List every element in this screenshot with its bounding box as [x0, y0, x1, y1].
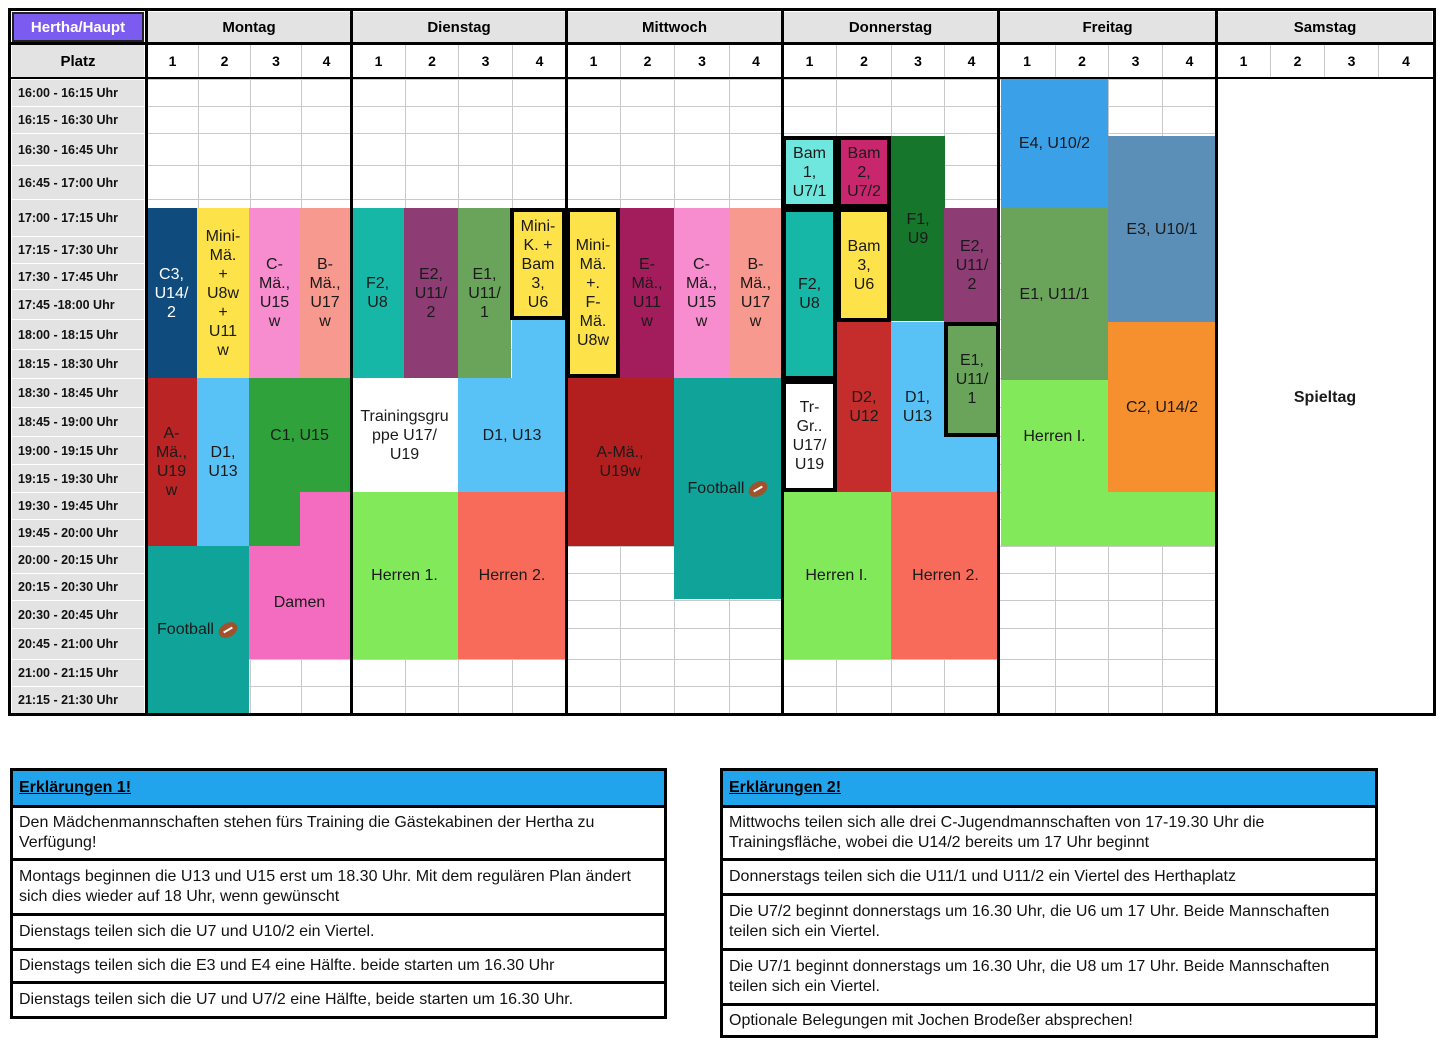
- day-header: Montag: [148, 12, 350, 42]
- booking-label: E1, U11/ 1: [468, 265, 501, 321]
- booking-block[interactable]: [458, 208, 511, 378]
- booking-label: D1, U13: [208, 444, 238, 480]
- explanation-1-item: Den Mädchenmannschaften stehen fürs Training die Gästekabinen der Hertha zu Verfügung!: [13, 808, 664, 858]
- platz-number: 2: [1056, 45, 1108, 77]
- booking-block[interactable]: [351, 208, 404, 378]
- platz-separator: [8, 77, 1436, 79]
- frame-bottom: [8, 713, 1436, 716]
- booking-label: Damen: [273, 594, 326, 611]
- time-slot-label: 19:00 - 19:15 Uhr: [12, 437, 144, 464]
- platz-number: 2: [1271, 45, 1324, 77]
- time-slot-label: 17:15 - 17:30 Uhr: [12, 237, 144, 263]
- platz-number: 3: [1325, 45, 1378, 77]
- booking-block[interactable]: [674, 208, 729, 378]
- platz-number: 4: [1163, 45, 1216, 77]
- booking-block[interactable]: [620, 208, 674, 378]
- platz-label: Platz: [12, 45, 144, 77]
- day-separator: [350, 8, 353, 716]
- booking-label: F1, U9: [906, 210, 930, 247]
- booking-label: Herren 2.: [912, 567, 979, 584]
- platz-number: 1: [147, 45, 198, 77]
- explanation-2-item: Die U7/2 beginnt donnerstags um 16.30 Uhr, die U6 um 17 Uhr. Beide Mannschaften teilen sich ein Viertel.: [723, 896, 1375, 948]
- booking-label: E4, U10/2: [1018, 135, 1091, 152]
- time-slot-label: 21:00 - 21:15 Uhr: [12, 660, 144, 686]
- explanation-2-item: Optionale Belegungen mit Jochen Brodeßer absprechen!: [723, 1006, 1375, 1035]
- booking-label: C2, U14/2: [1125, 398, 1199, 416]
- time-slot-label: 16:00 - 16:15 Uhr: [12, 80, 144, 106]
- booking-block[interactable]: [300, 492, 350, 546]
- time-slot-label: 20:00 - 20:15 Uhr: [12, 547, 144, 573]
- booking-block[interactable]: [944, 322, 1000, 437]
- day-header: Donnerstag: [784, 12, 997, 42]
- day-separator: [781, 8, 784, 716]
- explanation-1-item: Dienstags teilen sich die U7 und U7/2 eine Hälfte, beide starten um 16.30 Uhr.: [13, 984, 664, 1016]
- booking-label: Mini- K. + Bam 3, U6: [520, 217, 556, 311]
- time-slot-label: 16:30 - 16:45 Uhr: [12, 134, 144, 165]
- time-slot-label: 18:15 - 18:30 Uhr: [12, 350, 144, 378]
- day-separator: [145, 8, 148, 716]
- booking-label: B- Mä., U17 w: [309, 256, 341, 330]
- explanation-1-item: Dienstags teilen sich die U7 und U10/2 ein Viertel.: [13, 916, 664, 948]
- booking-block[interactable]: [197, 378, 249, 546]
- booking-label: E1, U11/ 1: [955, 352, 989, 407]
- football-icon: [746, 477, 770, 499]
- booking-block[interactable]: [566, 208, 620, 378]
- booking-label: E3, U10/1: [1126, 220, 1198, 238]
- football-icon: [216, 618, 240, 640]
- booking-block[interactable]: [944, 208, 1000, 322]
- booking-label: D2, U12: [849, 389, 879, 425]
- platz-number: 4: [730, 45, 782, 77]
- time-slot-label: 20:45 - 21:00 Uhr: [12, 629, 144, 659]
- booking-label: C- Mä., U15 w: [258, 256, 291, 330]
- booking-block[interactable]: [249, 208, 300, 378]
- time-slot-label: 17:00 - 17:15 Uhr: [12, 200, 144, 236]
- booking-label: D1, U13: [902, 389, 933, 425]
- booking-block[interactable]: [837, 136, 891, 208]
- booking-label: Mini- Mä. + U8w + U11 w: [205, 227, 241, 359]
- booking-label: Herren I.: [1023, 427, 1086, 445]
- platz-number: 3: [251, 45, 301, 77]
- booking-label: Herren 2.: [478, 567, 546, 584]
- booking-block[interactable]: [782, 492, 891, 659]
- booking-block[interactable]: [1001, 208, 1108, 380]
- booking-block[interactable]: [891, 136, 945, 321]
- booking-label: Trainingsgru ppe U17/ U19: [360, 407, 449, 463]
- platz-number: 3: [675, 45, 729, 77]
- booking-block[interactable]: [351, 378, 458, 492]
- booking-block[interactable]: [404, 208, 458, 378]
- booking-block[interactable]: [944, 437, 1000, 492]
- booking-label: E2, U11/ 2: [955, 237, 989, 293]
- booking-block[interactable]: [566, 378, 674, 546]
- frame-right: [1433, 8, 1436, 716]
- time-slot-label: 21:15 - 21:30 Uhr: [12, 687, 144, 713]
- booking-block[interactable]: [351, 492, 458, 659]
- platz-number: 4: [945, 45, 998, 77]
- booking-label: B- Mä., U17 w: [739, 256, 772, 330]
- explanation-1-item: Montags beginnen die U13 und U15 erst um 18.30 Uhr. Mit dem regulären Plan ändert sich dies wieder auf 18 Uhr, wenn gewünscht: [13, 861, 664, 913]
- day-separator: [997, 8, 1000, 716]
- platz-number: 2: [199, 45, 250, 77]
- booking-label: Bam 2, U7/2: [847, 144, 881, 200]
- booking-label: E- Mä., U11 w: [631, 256, 663, 330]
- time-slot-label: 19:30 - 19:45 Uhr: [12, 493, 144, 519]
- time-slot-label: 17:45 -18:00 Uhr: [12, 290, 144, 319]
- booking-block[interactable]: [249, 378, 350, 492]
- time-slot-label: 17:30 - 17:45 Uhr: [12, 264, 144, 289]
- booking-label: E1, U11/1: [1019, 285, 1090, 303]
- explanations-1-panel: [10, 768, 667, 1019]
- booking-block[interactable]: [197, 208, 249, 378]
- booking-block[interactable]: [782, 136, 837, 208]
- booking-label: Herren 1.: [371, 567, 438, 584]
- booking-block[interactable]: [1108, 322, 1216, 492]
- booking-label: C1, U15: [270, 426, 329, 444]
- booking-label: Football: [687, 480, 745, 497]
- explanations-2-panel: [720, 768, 1378, 1038]
- booking-label: C- Mä., U15 w: [685, 256, 718, 330]
- explanation-2-item: Die U7/1 beginnt donnerstags um 16.30 Uhr, die U8 um 17 Uhr. Beide Mannschaften teilen sich ein Viertel.: [723, 951, 1375, 1003]
- booking-label: Herren I.: [805, 567, 868, 584]
- booking-label: Bam 3, U6: [847, 237, 881, 293]
- corner-label: Hertha/Haupt: [12, 12, 144, 42]
- booking-label: F2, U8: [797, 276, 822, 312]
- frame-top: [8, 8, 1436, 11]
- time-slot-label: 16:15 - 16:30 Uhr: [12, 107, 144, 133]
- booking-label: C3, U14/ 2: [154, 265, 189, 321]
- booking-block[interactable]: [510, 208, 566, 320]
- booking-block[interactable]: [146, 378, 197, 546]
- booking-label: A- Mä., U19 w: [155, 425, 188, 499]
- time-slot-label: 20:30 - 20:45 Uhr: [12, 601, 144, 628]
- day-separator: [1215, 8, 1218, 716]
- booking-block[interactable]: [249, 492, 300, 546]
- booking-label: D1, U13: [482, 426, 542, 444]
- platz-number: 1: [1217, 45, 1270, 77]
- day-header: Mittwoch: [568, 12, 781, 42]
- day-separator: [565, 8, 568, 716]
- time-slot-label: 18:00 - 18:15 Uhr: [12, 320, 144, 349]
- time-slot-label: 18:30 - 18:45 Uhr: [12, 379, 144, 407]
- booking-block[interactable]: [782, 208, 837, 380]
- platz-number: 3: [459, 45, 512, 77]
- booking-block[interactable]: [146, 208, 197, 378]
- platz-number: 3: [892, 45, 944, 77]
- platz-number: 2: [406, 45, 458, 77]
- time-slot-label: 18:45 - 19:00 Uhr: [12, 408, 144, 436]
- booking-label: Bam 1, U7/1: [792, 144, 827, 200]
- booking-block[interactable]: [729, 208, 782, 378]
- booking-block[interactable]: [512, 320, 566, 378]
- booking-block[interactable]: [1001, 79, 1108, 208]
- booking-block[interactable]: [782, 380, 837, 492]
- spieltag-label: Spieltag: [1217, 79, 1433, 715]
- booking-block[interactable]: [837, 322, 891, 492]
- time-slot-label: 19:15 - 19:30 Uhr: [12, 465, 144, 492]
- booking-label: Football: [157, 621, 214, 638]
- booking-block[interactable]: [891, 322, 944, 492]
- platz-number: 3: [1109, 45, 1162, 77]
- platz-number: 4: [1379, 45, 1433, 77]
- booking-block[interactable]: [837, 208, 891, 322]
- booking-block[interactable]: [1108, 136, 1216, 322]
- booking-block[interactable]: [249, 546, 350, 659]
- day-header: Dienstag: [353, 12, 565, 42]
- header-separator: [8, 42, 1436, 45]
- booking-block[interactable]: [458, 378, 566, 492]
- platz-number: 1: [999, 45, 1055, 77]
- time-slot-label: 19:45 - 20:00 Uhr: [12, 520, 144, 546]
- booking-label: E2, U11/ 2: [414, 265, 448, 321]
- day-header: Samstag: [1218, 12, 1432, 42]
- time-slot-label: 16:45 - 17:00 Uhr: [12, 166, 144, 199]
- booking-block[interactable]: [674, 378, 782, 599]
- booking-label: F2, U8: [365, 275, 390, 311]
- booking-block[interactable]: [300, 208, 350, 378]
- platz-number: 1: [352, 45, 405, 77]
- time-slot-label: 20:15 - 20:30 Uhr: [12, 574, 144, 600]
- booking-block[interactable]: [1001, 492, 1216, 546]
- explanation-1-item: Dienstags teilen sich die E3 und E4 eine Hälfte. beide starten um 16.30 Uhr: [13, 951, 664, 981]
- explanation-2-item: Mittwochs teilen sich alle drei C-Jugendmannschaften von 17-19.30 Uhr die Trainingsfläche, wobei die U14/2 bereits um 17 Uhr beginnt: [723, 808, 1375, 858]
- booking-label: Tr- Gr.. U17/ U19: [792, 399, 827, 473]
- booking-block[interactable]: [458, 492, 566, 659]
- platz-number: 2: [837, 45, 891, 77]
- explanation-2-item: Donnerstags teilen sich die U11/1 und U11/2 ein Viertel des Herthaplatz: [723, 861, 1375, 893]
- booking-block[interactable]: [891, 492, 1000, 659]
- booking-label: Mini- Mä. +. F- Mä. U8w: [575, 237, 611, 349]
- explanations-2-title: Erklärungen 2!: [723, 771, 1375, 805]
- booking-block[interactable]: [1001, 380, 1108, 492]
- day-header: Freitag: [1000, 12, 1215, 42]
- platz-number: 4: [513, 45, 566, 77]
- explanations-1-title: Erklärungen 1!: [13, 771, 664, 805]
- platz-number: 1: [783, 45, 836, 77]
- booking-block[interactable]: [146, 546, 249, 713]
- frame-left: [8, 8, 11, 716]
- platz-number: 2: [621, 45, 674, 77]
- booking-label: A-Mä., U19w: [596, 444, 644, 480]
- platz-number: 1: [567, 45, 620, 77]
- platz-number: 4: [302, 45, 351, 77]
